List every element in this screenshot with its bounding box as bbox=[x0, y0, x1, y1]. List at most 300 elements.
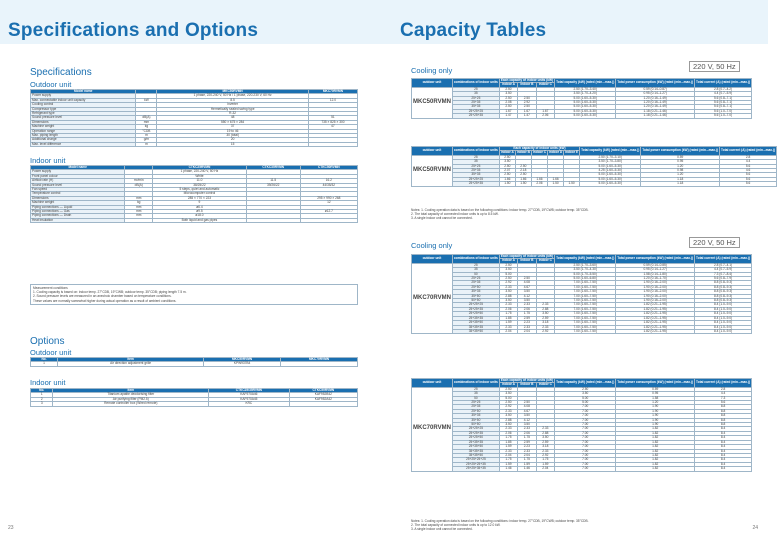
table-cell: 2.59 bbox=[536, 440, 554, 444]
table-cell: 5.6 bbox=[695, 401, 752, 405]
note-line: 2. The total capacity of connected indoor units is up to 12.0 kW. bbox=[411, 523, 501, 528]
table-cell: 2.23 bbox=[518, 321, 536, 325]
table-header-cell: indoor B bbox=[518, 383, 536, 387]
table-cell: 7.00 bbox=[555, 431, 616, 435]
table-cell: 7.00 (1.60–7.50) bbox=[555, 325, 616, 329]
table-cell: 2.92 bbox=[518, 101, 536, 105]
table-cell: 25+25+50 bbox=[452, 436, 499, 440]
table-cell: 2.88 bbox=[499, 294, 517, 298]
table-cell: 35+50 bbox=[452, 418, 499, 422]
table-cell: 3.50 bbox=[518, 290, 536, 294]
table-cell: 5.00 bbox=[555, 396, 616, 400]
table-header-cell: Total capacity (kW) (rated (min.–max.)) bbox=[555, 79, 616, 88]
table-cell: 2.33 bbox=[499, 449, 517, 453]
table-header-cell: No. bbox=[31, 358, 58, 362]
table-cell: 2.07 bbox=[499, 169, 515, 173]
table-cell: 0.95 bbox=[641, 160, 720, 164]
table-cell: °CDB bbox=[136, 129, 157, 133]
table-cell: 2.33 bbox=[518, 325, 536, 329]
table-cell: 3.50 bbox=[536, 436, 554, 440]
table-cell: 1.67 bbox=[499, 109, 517, 113]
table-cell: 7.3 (0.7–8.4) bbox=[695, 272, 752, 276]
table-cell: 8.4 bbox=[695, 458, 752, 462]
table-cell: 1.85 bbox=[499, 316, 517, 320]
table-cell: 25+25+50 bbox=[452, 312, 499, 316]
table-cell: 35+35+35 bbox=[452, 449, 499, 453]
table-cell: Sound pressure level bbox=[31, 116, 136, 120]
table-cell: 51 bbox=[308, 116, 357, 120]
table-cell: 1 phase, 220-240 V, 50 Hz bbox=[153, 170, 247, 174]
table-cell: 5.00 (1.60–5.30) bbox=[555, 101, 616, 105]
table-cell: 0.98 bbox=[641, 169, 720, 173]
table-cell bbox=[308, 142, 357, 146]
table-header-cell: combinations of indoor units bbox=[452, 379, 499, 388]
note-line: 1. Cooling capacity is based on: indoor temp. 27°CDB, 19°CWB; outdoor temp. 35°CDB; piping length 7.5 m. bbox=[33, 290, 187, 295]
table-header-cell: MKC70RVMN bbox=[281, 358, 358, 362]
table-cell: 37 bbox=[157, 125, 309, 129]
table-header-cell: Model name bbox=[31, 166, 125, 170]
table-header-cell: CTKC50RVMN bbox=[300, 166, 357, 170]
table-cell: 8.4 (1.0–9.0) bbox=[695, 329, 752, 333]
table-header-cell: combinations of indoor units bbox=[452, 255, 499, 264]
table-cell: 3.18 bbox=[536, 445, 554, 449]
table-cell: 25+25+35 bbox=[452, 307, 499, 311]
table-cell: 7.00 (1.60–7.50) bbox=[555, 329, 616, 333]
cooling-only-heading-2: Cooling only bbox=[411, 241, 453, 250]
table-cell: 3.50 bbox=[499, 268, 517, 272]
table-header-cell: indoor E bbox=[565, 150, 579, 155]
table-cell: Power supply bbox=[31, 94, 136, 98]
table-header-cell: indoor A bbox=[499, 383, 517, 387]
table-cell: 1.47 bbox=[518, 114, 536, 118]
table-cell: Front panel colour bbox=[31, 174, 125, 178]
table-cell: 25+25+35 bbox=[452, 431, 499, 435]
table-cell: 2.50 (1.70–3.10) bbox=[580, 155, 641, 159]
table-cell: 2.88 bbox=[499, 418, 517, 422]
table-cell: m bbox=[136, 142, 157, 146]
table-cell: 7.00 (1.60–7.50) bbox=[555, 299, 616, 303]
table-cell: 5.00 bbox=[499, 272, 517, 276]
table-cell: 1.82 bbox=[616, 427, 695, 431]
table-cell: m³/min bbox=[125, 179, 153, 183]
table-cell: 2.33 bbox=[518, 427, 536, 431]
table-cell: kg bbox=[125, 201, 153, 205]
table-cell: 1.67 bbox=[518, 109, 536, 113]
table-cell: 25 bbox=[452, 263, 499, 267]
note-line: Notes: 1. Cooling operation data is based on the following conditions: indoor temp. 27°CDB, 19°CWB; outdoor temp. 35°CDB. bbox=[411, 208, 589, 212]
table-cell: 5.00 bbox=[499, 396, 517, 400]
table-cell: 4.67 bbox=[518, 409, 536, 413]
outdoor-unit-label: MKC70RVMN bbox=[412, 263, 453, 334]
table-cell: 4.4 (0.7–5.9) bbox=[695, 92, 752, 96]
table-cell: 5.00 (1.60–5.30) bbox=[555, 105, 616, 109]
table-cell: 25+35+50 bbox=[452, 321, 499, 325]
table-cell: 1.20 bbox=[616, 401, 695, 405]
table-cell: Refrigerant type bbox=[31, 112, 136, 116]
table-cell: 25 bbox=[452, 87, 499, 91]
table-cell: 8.4 (1.0–9.0) bbox=[695, 312, 752, 316]
table-header-cell: indoor D bbox=[549, 150, 563, 155]
options-heading: Options bbox=[30, 336, 65, 347]
table-cell: m bbox=[136, 134, 157, 138]
table-cell: 7.00 bbox=[555, 427, 616, 431]
table-cell: 8.5 bbox=[157, 98, 309, 102]
table-cell: mm bbox=[136, 120, 157, 124]
table-header-cell: indoor B bbox=[518, 83, 536, 87]
table-cell: 12 bbox=[300, 201, 357, 205]
table-cell: 7.00 bbox=[555, 458, 616, 462]
table-cell: KAF970A46 bbox=[209, 393, 290, 397]
table-cell: 8.4 bbox=[695, 449, 752, 453]
table-cell: 19 to 46 bbox=[157, 129, 309, 133]
capacity-table-mkc70-b bbox=[411, 378, 752, 472]
table-cell: 1.46 bbox=[518, 467, 536, 471]
table-cell: 7.00 bbox=[555, 440, 616, 444]
table-cell: 47 bbox=[308, 125, 357, 129]
table-header-cell: outdoor unit bbox=[412, 79, 453, 88]
table-header-cell: indoor C bbox=[536, 259, 554, 263]
table-cell: 2.50 bbox=[518, 105, 536, 109]
capacity-notes-1 bbox=[411, 208, 743, 221]
table-cell: 7.00 (1.60–7.50) bbox=[555, 294, 616, 298]
table-cell: Microcomputer control bbox=[153, 192, 247, 196]
table-cell: 7.00 (1.60–7.50) bbox=[555, 285, 616, 289]
table-cell: 5.6 bbox=[720, 182, 777, 186]
table-cell: 1.75 bbox=[536, 458, 554, 462]
table-cell: 2.50 bbox=[515, 164, 531, 168]
table-cell: 2.33 bbox=[518, 303, 536, 307]
table-cell: 2.50 bbox=[499, 263, 517, 267]
capacity-notes-2 bbox=[411, 519, 743, 532]
table-cell: 35 bbox=[452, 268, 499, 272]
table-cell: KPW937B4 bbox=[204, 362, 281, 366]
table-header-cell: Each capacity of indoor units (kW) bbox=[500, 378, 554, 382]
table-row bbox=[31, 362, 358, 366]
table-cell: 3.50 bbox=[499, 299, 517, 303]
table-cell: 5 steps, quiet and automatic bbox=[153, 188, 247, 192]
table-cell: 2.06 bbox=[518, 431, 536, 435]
table-cell: 25+50 bbox=[452, 409, 499, 413]
table-cell: 1.90 bbox=[616, 418, 695, 422]
table-cell: 3.18 bbox=[536, 321, 554, 325]
table-header-cell: Total power consumption (kW) (rated (min.–max.)) bbox=[641, 147, 720, 156]
table-cell: 35 bbox=[452, 92, 499, 96]
table-cell: 7.00 bbox=[555, 414, 616, 418]
table-cell bbox=[246, 218, 300, 222]
table-header-cell: Each capacity of indoor units (kW) bbox=[499, 147, 579, 151]
table-cell: 1.66 bbox=[548, 177, 564, 181]
table-cell bbox=[300, 218, 357, 222]
table-cell: 2.06 bbox=[531, 182, 547, 186]
table-cell: 4.08 bbox=[518, 281, 536, 285]
table-cell: Cooling control bbox=[31, 103, 136, 107]
table-cell: Sound pressure level bbox=[31, 183, 125, 187]
table-cell: 7.00 bbox=[555, 409, 616, 413]
table-cell: 2.50 bbox=[518, 96, 536, 100]
table-cell: 1.20 (0.16–1.49) bbox=[616, 101, 695, 105]
table-cell: 1.50 bbox=[564, 182, 580, 186]
table-cell: 3.50 bbox=[499, 160, 515, 164]
table-cell: 4.12 bbox=[518, 294, 536, 298]
table-header-cell: Each capacity of indoor units (kW) bbox=[500, 254, 554, 258]
table-cell: 8.4 bbox=[695, 436, 752, 440]
table-cell: 2.50 bbox=[499, 155, 515, 159]
table-cell: 35+35 bbox=[452, 414, 499, 418]
table-header-cell: Total power consumption (kW) (rated (min.–max.)) bbox=[616, 379, 695, 388]
options-outdoor-table bbox=[30, 357, 358, 367]
table-header-cell: CTKC25RVMN bbox=[153, 166, 247, 170]
measurement-notes bbox=[30, 284, 358, 305]
table-cell: 2.33 bbox=[536, 449, 554, 453]
table-header-row bbox=[412, 79, 752, 83]
table-cell: Machine weight bbox=[31, 125, 136, 129]
table-cell: ø18.0 bbox=[153, 214, 247, 218]
table-cell: 25+25 bbox=[452, 277, 499, 281]
table-cell: 3.50 (1.70–4.30) bbox=[555, 268, 616, 272]
table-cell: 4.6 bbox=[720, 169, 777, 173]
table-cell: 8.4 bbox=[695, 427, 752, 431]
table-cell: 8.8 bbox=[695, 414, 752, 418]
table-cell: 1.82 bbox=[616, 431, 695, 435]
table-cell: 8.8 bbox=[695, 405, 752, 409]
table-cell: 4.67 bbox=[518, 285, 536, 289]
table-header-row bbox=[412, 147, 777, 151]
table-cell: KAF952B42 bbox=[289, 393, 357, 397]
left-page bbox=[0, 0, 384, 543]
table-cell: Dimensions bbox=[31, 120, 136, 124]
table-cell: 5.00 (1.60–6.80) bbox=[555, 277, 616, 281]
table-cell: 25+35 bbox=[452, 405, 499, 409]
table-cell: 3.50 bbox=[518, 423, 536, 427]
table-cell: 8.4 bbox=[695, 453, 752, 457]
table-cell: 50 bbox=[452, 272, 499, 276]
table-cell: Compressor type bbox=[31, 107, 136, 111]
table-cell: 2.8 bbox=[695, 387, 752, 391]
table-header-cell: combinations of indoor units bbox=[452, 147, 499, 156]
table-cell: 1.18 (0.21–1.46) bbox=[616, 109, 695, 113]
table-cell: 7.00 (1.60–7.50) bbox=[555, 303, 616, 307]
table-cell: 2.06 bbox=[518, 307, 536, 311]
table-cell: 2.33 bbox=[536, 427, 554, 431]
table-cell: KRC bbox=[209, 402, 290, 406]
table-cell: mm bbox=[125, 196, 153, 200]
table-cell: 1.90 (0.16–2.00) bbox=[616, 281, 695, 285]
table-header-cell: MKC50RVMN bbox=[157, 90, 309, 94]
table-cell: 1.90 (0.16–2.00) bbox=[616, 299, 695, 303]
table-cell: 2.04 bbox=[518, 453, 536, 457]
table-cell: 2.50 (1.70–3.60) bbox=[555, 263, 616, 267]
table-cell: 5.00 (1.60–5.30) bbox=[580, 173, 641, 177]
note-line: These values are normally somewhat higher during actual operation as a result of ambient conditions. bbox=[33, 298, 177, 303]
table-cell: 1.58 (0.14–1.80) bbox=[616, 272, 695, 276]
outdoor-spec-table bbox=[30, 89, 358, 147]
table-cell: 1.59 bbox=[518, 462, 536, 466]
table-cell: 16.2 bbox=[300, 179, 357, 183]
table-cell: kg bbox=[136, 125, 157, 129]
indoor-spec-table bbox=[30, 165, 358, 223]
table-cell: 5.6 (0.8–7.9) bbox=[695, 277, 752, 281]
table-header-cell: indoor C bbox=[536, 383, 554, 387]
table-cell: Hermetically sealed swing type bbox=[157, 107, 309, 111]
table-cell: 1.50 bbox=[499, 182, 515, 186]
table-cell: 7.00 bbox=[555, 423, 616, 427]
table-cell: 25+35+50 bbox=[452, 445, 499, 449]
table-cell: 2.50 bbox=[518, 277, 536, 281]
table-cell: KAF970A45 bbox=[209, 397, 290, 401]
table-cell: 3.50 (1.70–3.80) bbox=[580, 160, 641, 164]
table-cell: 2.33 bbox=[499, 285, 517, 289]
table-cell: g/m bbox=[136, 138, 157, 142]
table-cell: 1.20 (0.16–1.49) bbox=[616, 96, 695, 100]
table-header-cell: Item bbox=[53, 389, 209, 393]
table-cell: 1.46 bbox=[499, 467, 517, 471]
table-cell: 2.18 bbox=[515, 169, 531, 173]
table-cell: 7.00 bbox=[555, 445, 616, 449]
table-cell: 8.4 (1.0–9.0) bbox=[695, 316, 752, 320]
table-row bbox=[412, 182, 777, 186]
table-cell: 4.4 bbox=[695, 392, 752, 396]
table-cell: 11.0 bbox=[153, 179, 247, 183]
table-cell: 4.25 (1.60–5.30) bbox=[580, 169, 641, 173]
table-cell: 1.82 (0.21–1.95) bbox=[616, 303, 695, 307]
table-cell: 1.66 bbox=[499, 177, 515, 181]
table-cell: 2.59 bbox=[518, 316, 536, 320]
table-cell: 25+25+25+25 bbox=[452, 458, 499, 462]
table-cell: 25+25+25 bbox=[452, 109, 499, 113]
table-cell: 1.82 bbox=[616, 462, 695, 466]
table-cell: 3.50 bbox=[536, 312, 554, 316]
table-header-cell: outdoor unit bbox=[412, 255, 453, 264]
table-cell: 2.50 bbox=[499, 401, 517, 405]
table-header-cell: MKC70RVMN bbox=[308, 90, 357, 94]
table-cell: 735 × 825 × 300 bbox=[308, 120, 357, 124]
table-header-row bbox=[412, 255, 752, 259]
table-cell: 0.95 (0.14–1.27) bbox=[616, 92, 695, 96]
table-cell: 25+25+25+35 bbox=[452, 462, 499, 466]
table-header-cell: Total capacity (kW) (rated (min.–max.)) bbox=[555, 379, 616, 388]
table-cell: 8.4 bbox=[695, 440, 752, 444]
table-cell: 1.20 (0.16–1.49) bbox=[616, 105, 695, 109]
table-cell: 1 phase, 220-240 V, 50 Hz / 1 phase, 220-230 V, 60 Hz bbox=[157, 94, 309, 98]
table-cell: 0.59 (0.14–0.87) bbox=[616, 87, 695, 91]
table-cell: 1.47 bbox=[499, 114, 517, 118]
table-cell: 25 bbox=[452, 387, 499, 391]
outdoor-unit-label: MKC50RVMN bbox=[412, 87, 453, 118]
table-cell: 2.33 bbox=[499, 303, 517, 307]
table-cell: 7.00 (1.60–7.50) bbox=[555, 316, 616, 320]
table-cell: 1.75 bbox=[518, 436, 536, 440]
table-cell: 2.50 bbox=[499, 105, 517, 109]
table-cell: mm bbox=[125, 210, 153, 214]
table-cell: 7.00 bbox=[555, 449, 616, 453]
table-cell: 35+35 bbox=[452, 105, 499, 109]
table-cell: 2.33 bbox=[536, 325, 554, 329]
table-header-cell: indoor A bbox=[499, 259, 517, 263]
table-cell: 7.00 bbox=[555, 462, 616, 466]
table-cell: 5.00 (1.60–5.30) bbox=[555, 109, 616, 113]
note-line: Measurement conditions bbox=[33, 286, 68, 290]
table-row bbox=[412, 467, 752, 471]
table-cell: 25 bbox=[452, 155, 499, 159]
table-cell: 2.92 bbox=[499, 281, 517, 285]
table-cell: 3 bbox=[31, 402, 53, 406]
table-header-cell: outdoor unit bbox=[412, 379, 453, 388]
table-cell: 3.50 bbox=[555, 392, 616, 396]
table-cell: 25+35 bbox=[452, 169, 499, 173]
table-cell: 25+50 bbox=[452, 285, 499, 289]
table-cell: 295 × 990 × 268 bbox=[300, 196, 357, 200]
table-cell: Inverter bbox=[157, 103, 309, 107]
table-cell: 2.8 (0.7–4.1) bbox=[695, 263, 752, 267]
table-cell: 25+35+35 bbox=[452, 316, 499, 320]
table-cell: 2.88 bbox=[536, 431, 554, 435]
table-cell: 2.8 bbox=[720, 155, 777, 159]
table-cell: 1.59 bbox=[499, 462, 517, 466]
table-cell: 1.82 (0.21–1.95) bbox=[616, 316, 695, 320]
table-cell: 25+25+35 bbox=[452, 182, 499, 186]
table-cell bbox=[289, 402, 357, 406]
indoor-unit-heading: Indoor unit bbox=[30, 156, 66, 165]
table-cell: dB(A) bbox=[125, 183, 153, 187]
table-cell: 5.6 bbox=[720, 173, 777, 177]
capacity-table-mkc50-a bbox=[411, 78, 752, 119]
table-cell: 8.4 bbox=[695, 431, 752, 435]
table-cell: 5.00 (1.60–5.30) bbox=[580, 177, 641, 181]
table-header-cell: indoor C bbox=[532, 150, 547, 155]
table-cell: 8.8 (0.8–9.3) bbox=[695, 285, 752, 289]
table-cell: Piping connections — Liquid bbox=[31, 205, 125, 209]
table-header-cell: CTKC25/35RVMN bbox=[209, 389, 290, 393]
table-cell: 2.50 (1.70–3.40) bbox=[555, 87, 616, 91]
table-header-cell: Total current (A) (rated (min.–max.)) bbox=[695, 79, 752, 88]
table-cell: 35 bbox=[452, 392, 499, 396]
table-cell: 0.59 bbox=[616, 387, 695, 391]
table-row bbox=[31, 218, 358, 222]
table-row bbox=[31, 142, 358, 146]
table-cell: 5.00 (1.60–5.30) bbox=[555, 114, 616, 118]
table-cell: 3.50 (1.70–4.20) bbox=[555, 92, 616, 96]
table-cell: 2 bbox=[31, 397, 53, 401]
table-cell: 2.50 bbox=[499, 87, 517, 91]
table-cell: 1.82 bbox=[616, 453, 695, 457]
table-cell: 2.33 bbox=[499, 325, 517, 329]
table-cell: kW bbox=[136, 98, 157, 102]
table-cell: 1.82 (0.21–1.95) bbox=[616, 325, 695, 329]
table-cell: 7.00 (1.60–7.50) bbox=[555, 290, 616, 294]
table-cell: 1.59 bbox=[536, 462, 554, 466]
table-cell: 1.82 (0.21–1.95) bbox=[616, 307, 695, 311]
table-cell: 4.4 (0.7–5.9) bbox=[695, 268, 752, 272]
table-cell: 12.0 bbox=[308, 98, 357, 102]
table-cell: 1.82 bbox=[616, 467, 695, 471]
table-cell: 5.6 (1.0–7.0) bbox=[695, 114, 752, 118]
table-cell: 5.00 bbox=[555, 401, 616, 405]
page-number-left: 23 bbox=[8, 525, 14, 531]
table-header-cell: outdoor unit bbox=[412, 147, 453, 156]
table-cell: 8.8 bbox=[695, 409, 752, 413]
table-cell: 2.06 bbox=[499, 307, 517, 311]
table-cell: 25+25 bbox=[452, 164, 499, 168]
table-cell: Remote controller box (Wired remote) bbox=[53, 402, 209, 406]
table-cell: 8.8 (0.8–9.3) bbox=[695, 281, 752, 285]
table-cell: 1.75 bbox=[499, 458, 517, 462]
table-cell: White bbox=[153, 174, 247, 178]
table-cell: 1.18 bbox=[641, 182, 720, 186]
table-cell: Machine weight bbox=[31, 201, 125, 205]
table-cell: Max. connectable indoor unit capacity bbox=[31, 98, 136, 102]
table-cell: 1.82 bbox=[616, 445, 695, 449]
table-cell: Max. piping length bbox=[31, 134, 136, 138]
